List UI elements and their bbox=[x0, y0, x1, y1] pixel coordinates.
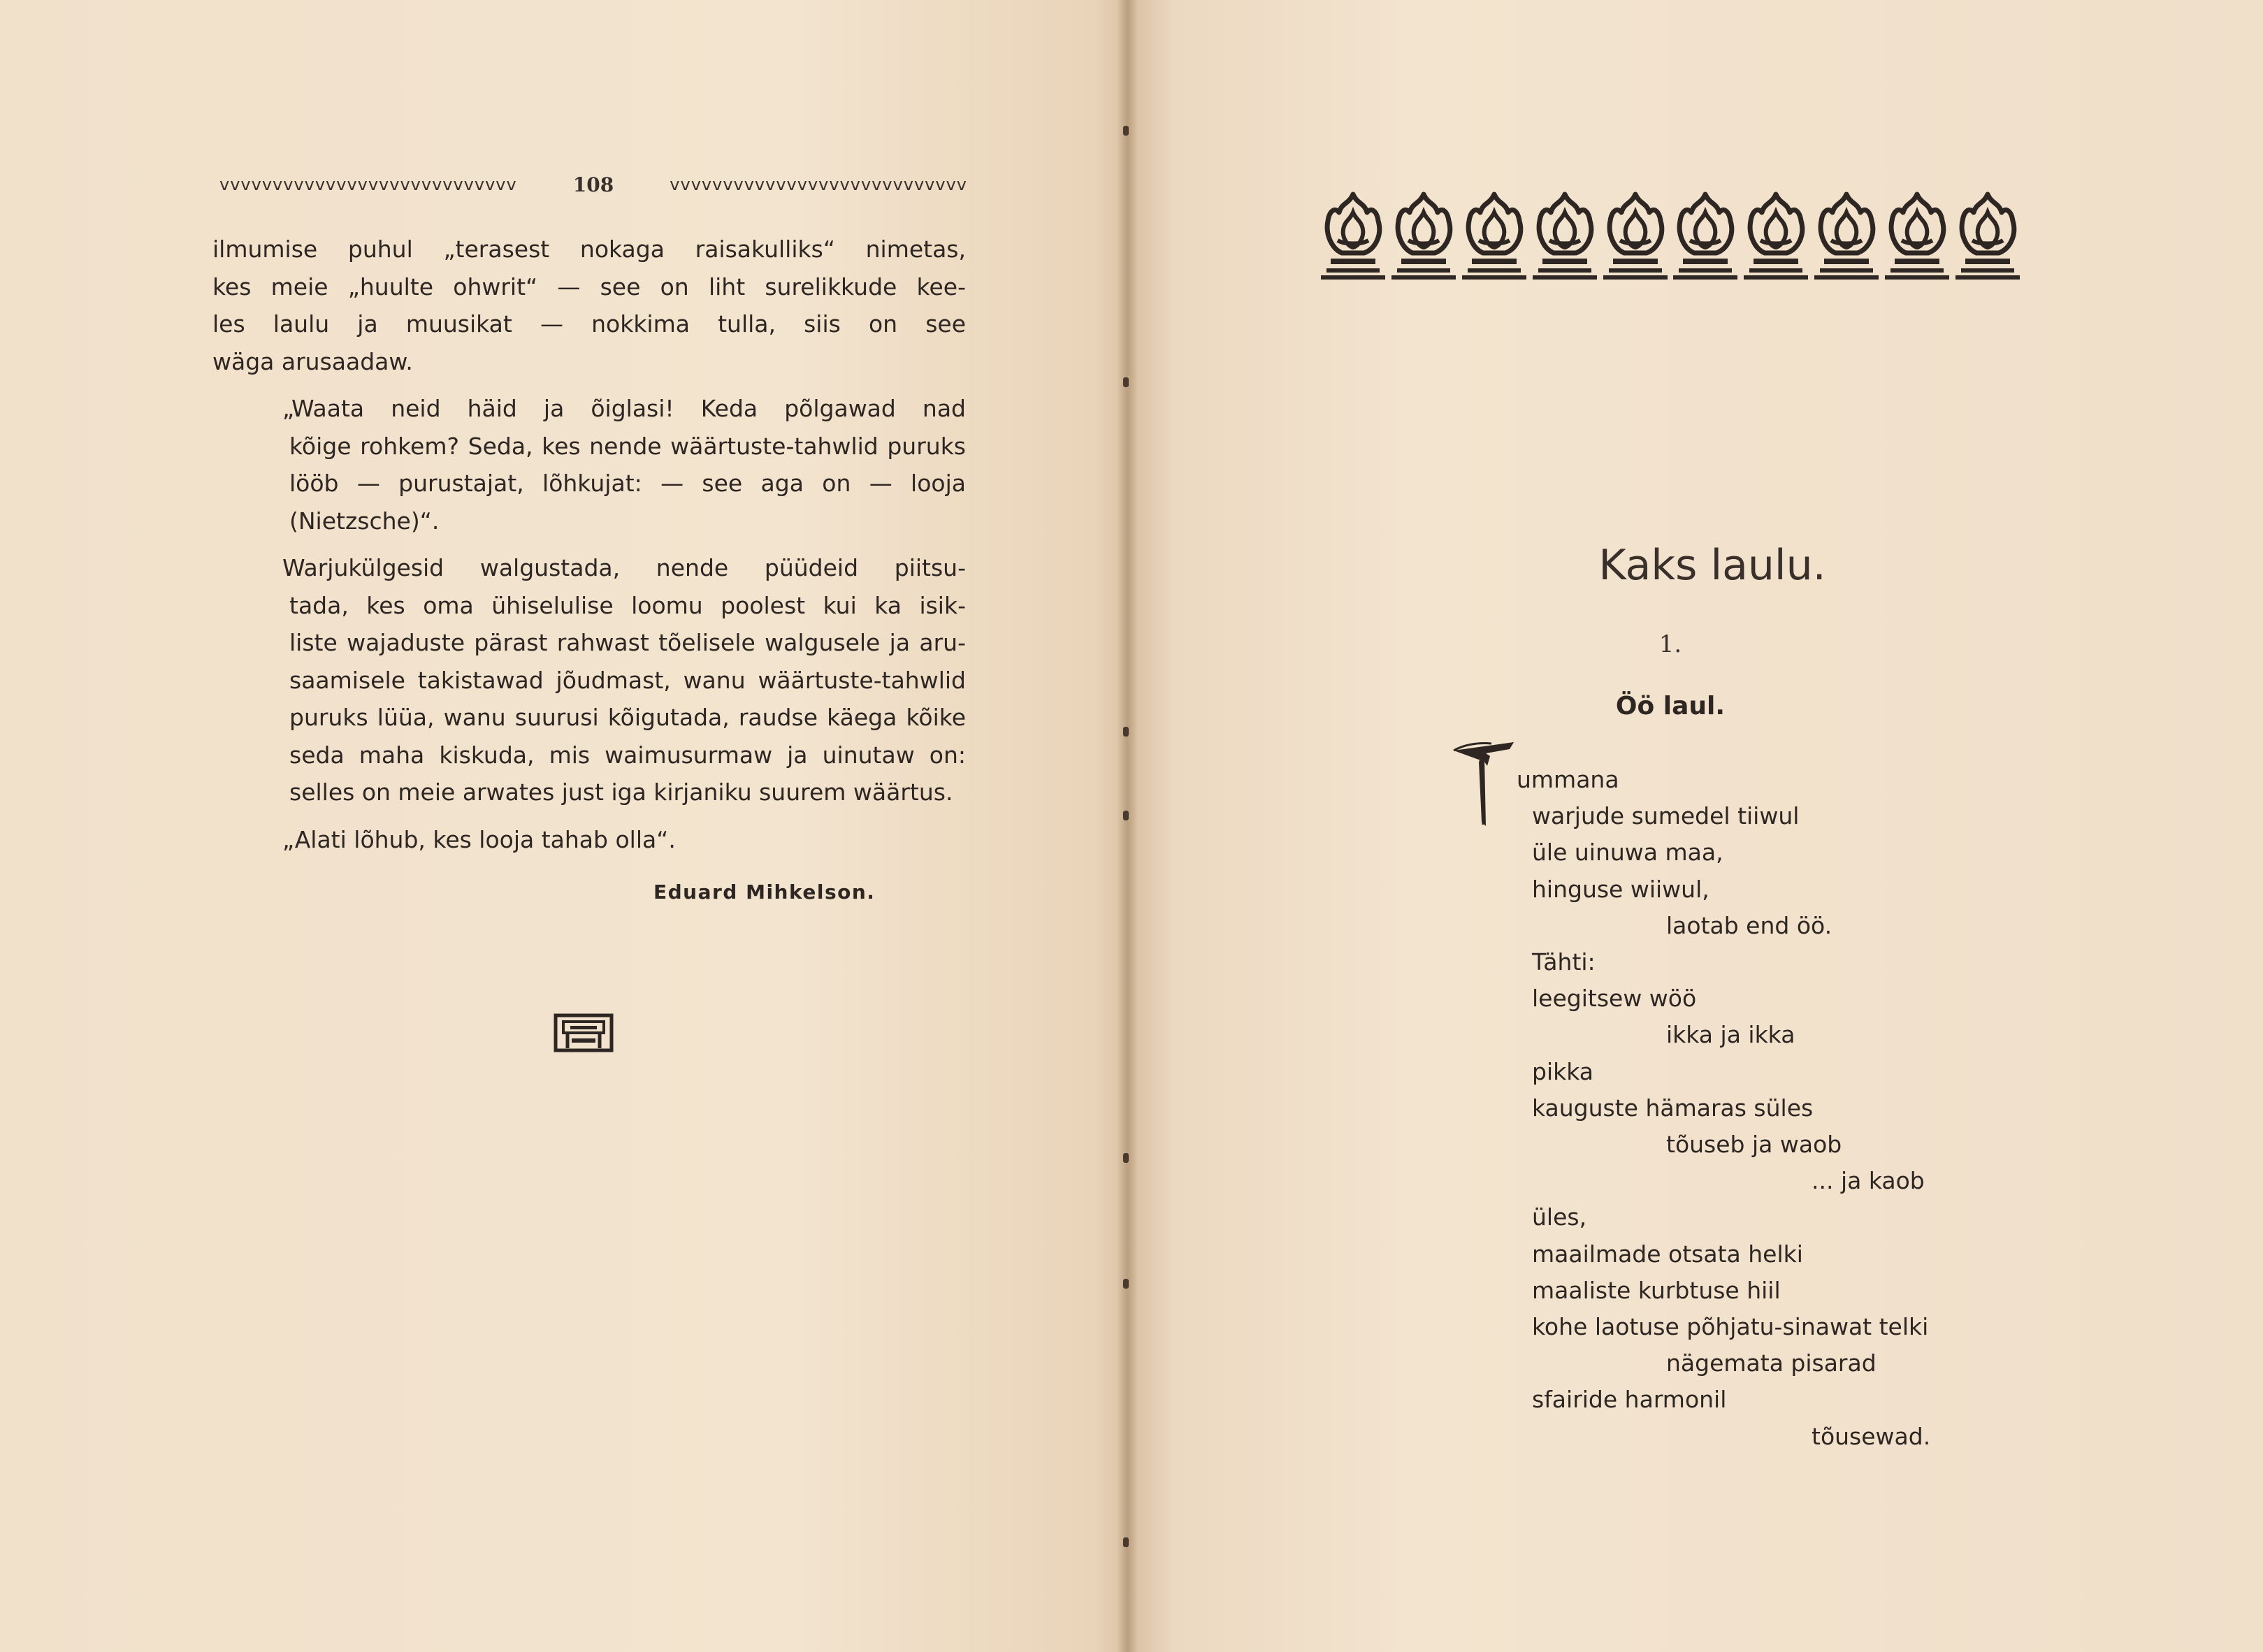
poem-title: Kaks laulu. bbox=[1598, 541, 1826, 590]
poem-line: ummana bbox=[1517, 766, 1619, 793]
poem-line: ... ja kaob bbox=[1812, 1167, 1925, 1195]
poem-line: tõuseb ja waob bbox=[1666, 1131, 1842, 1158]
text-line: lööb — purustajat, lõhkujat: — see aga on — looja bbox=[289, 470, 966, 497]
poem-line: leegitsew wöö bbox=[1532, 985, 1697, 1013]
text-line: „Waata neid häid ja õiglasi! Keda põlgawad nad bbox=[282, 395, 966, 422]
text-line: saamisele takistawad jõudmast, wanu wäärtuste-tahwlid bbox=[289, 666, 966, 694]
text-line: selles on meie arwates just iga kirjaniku suurem wäärtus. bbox=[289, 778, 953, 806]
section-number: 1. bbox=[1658, 630, 1682, 658]
text-line: (Nietzsche)“. bbox=[289, 507, 440, 535]
poem-line: kauguste hämaras süles bbox=[1532, 1094, 1814, 1122]
poem-line: ikka ja ikka bbox=[1666, 1021, 1795, 1049]
text-line: liste wajaduste pärast rahwast tõelisele walgusele ja aru- bbox=[289, 629, 966, 656]
running-head-ornament-left: vvvvvvvvvvvvvvvvvvvvvvvvvvvv bbox=[219, 175, 517, 194]
text-line: „Alati lõhub, kes looja tahab olla“. bbox=[282, 825, 676, 853]
running-head-ornament-right: vvvvvvvvvvvvvvvvvvvvvvvvvvvv bbox=[670, 175, 967, 194]
poem-line: kohe laotuse põhjatu-sinawat telki bbox=[1532, 1313, 1929, 1340]
poem-line: üle uinuwa maa, bbox=[1532, 839, 1723, 867]
poem-line: Tähti: bbox=[1532, 948, 1596, 976]
text-line: ilmumise puhul „terasest nokaga raisakulliks“ nimetas, bbox=[212, 236, 966, 263]
poem-subtitle: Öö laul. bbox=[1615, 692, 1726, 720]
text-line: wäga arusaadaw. bbox=[212, 347, 413, 375]
poem-line: warjude sumedel tiiwul bbox=[1532, 802, 1800, 830]
poem-line: tõusewad. bbox=[1812, 1422, 1931, 1450]
text-line: tada, kes oma ühiselulise loomu poolest kui ka isik- bbox=[289, 591, 966, 619]
poem-line: maailmade otsata helki bbox=[1532, 1240, 1803, 1268]
text-line: kõige rohkem? Seda, kes nende wäärtuste-tahwlid puruks bbox=[289, 432, 966, 460]
poem-line: sfairide harmonil bbox=[1532, 1386, 1727, 1414]
poem-line: laotab end öö. bbox=[1666, 911, 1832, 939]
text-line: seda maha kiskuda, mis waimusurmaw ja uinutaw on: bbox=[289, 741, 966, 769]
text-line: Warjukülgesid walgustada, nende püüdeid piitsu- bbox=[282, 554, 966, 581]
page-number: 108 bbox=[572, 173, 614, 196]
author-signature: Eduard Mihkelson. bbox=[653, 881, 876, 904]
poem-line: maaliste kurbtuse hiil bbox=[1532, 1276, 1781, 1304]
text-line: kes meie „huulte ohwrit“ — see on liht surelikkude kee- bbox=[212, 273, 966, 300]
text-line: les laulu ja muusikat — nokkima tulla, siis on see bbox=[212, 310, 966, 338]
text-line: puruks lüüa, wanu suurusi kõigutada, raudse käega kõike bbox=[289, 704, 966, 731]
poem-line: pikka bbox=[1532, 1057, 1593, 1085]
poem-line: hinguse wiiwul, bbox=[1532, 875, 1709, 903]
poem-line: üles, bbox=[1532, 1203, 1587, 1231]
poem-line: nägemata pisarad bbox=[1666, 1349, 1877, 1377]
